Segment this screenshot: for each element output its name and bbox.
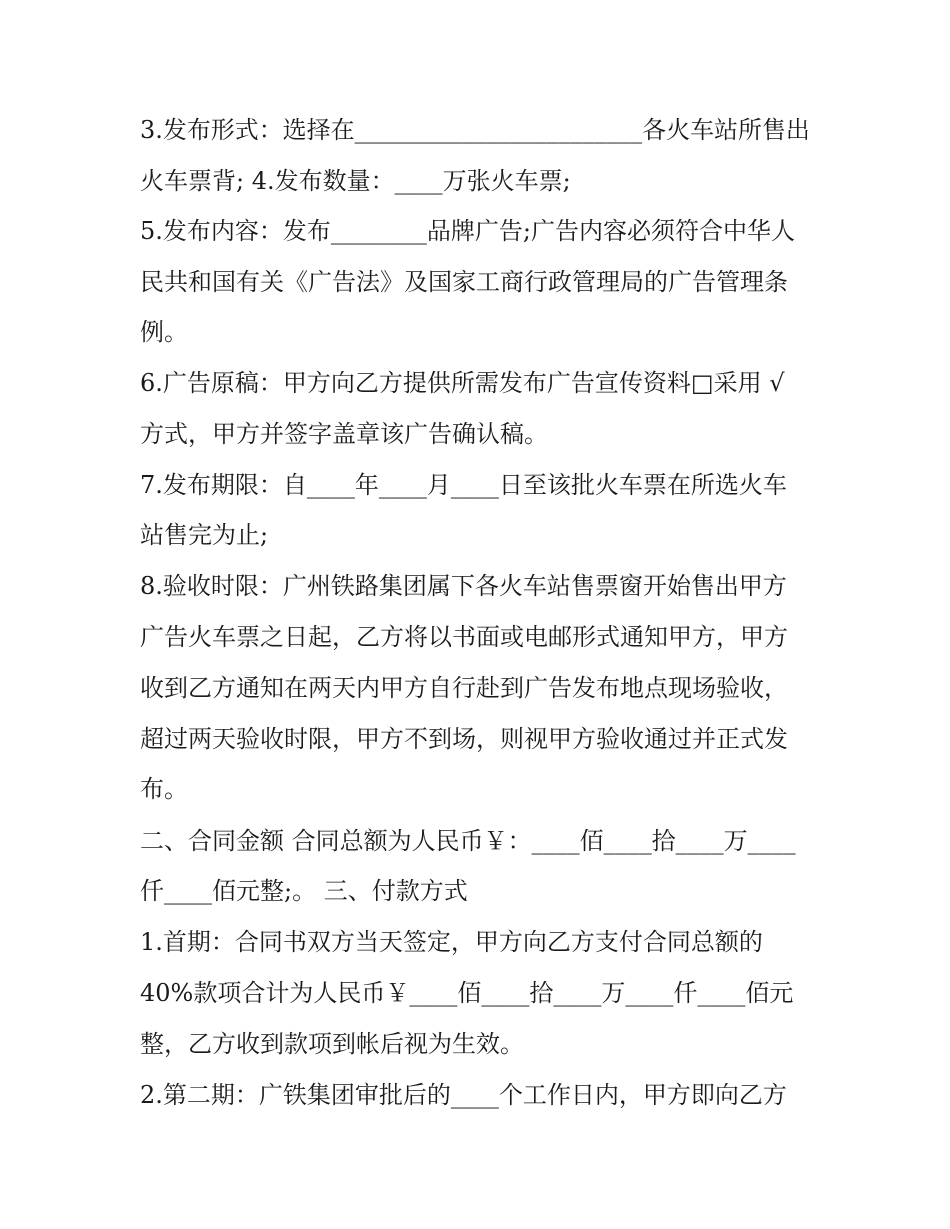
text-line: 民共和国有关《广告法》及国家工商行政管理局的广告管理条 <box>140 268 788 296</box>
text-line: 6.广告原稿：甲方向乙方提供所需发布广告宣传资料□采用 √ <box>140 369 785 397</box>
text-line: 火车票背; 4.发布数量：____万张火车票; <box>140 167 571 195</box>
text-line: 整，乙方收到款项到帐后视为生效。 <box>140 1030 524 1058</box>
text-line: 2.第二期：广铁集团审批后的____个工作日内，甲方即向乙方 <box>140 1081 787 1109</box>
text-line: 仟____佰元整;。 三、付款方式 <box>140 877 468 905</box>
text-line: 收到乙方通知在两天内甲方自行赴到广告发布地点现场验收， <box>140 674 788 702</box>
text-line: 40%款项合计为人民币￥____佰____拾____万____仟____佰元 <box>140 979 794 1007</box>
text-line: 站售完为止; <box>140 521 269 549</box>
text-line: 例。 <box>140 318 188 346</box>
text-line: 布。 <box>140 775 188 803</box>
text-line: 7.发布期限：自____年____月____日至该批火车票在所选火车 <box>140 471 787 499</box>
text-line: 8.验收时限：广州铁路集团属下各火车站售票窗开始售出甲方 <box>140 572 787 600</box>
text-line: 超过两天验收时限，甲方不到场，则视甲方验收通过并正式发 <box>140 725 788 753</box>
text-line: 方式，甲方并签字盖章该广告确认稿。 <box>140 420 548 448</box>
text-line: 1.首期：合同书双方当天签定，甲方向乙方支付合同总额的 <box>140 928 763 956</box>
text-line: 广告火车票之日起，乙方将以书面或电邮形式通知甲方，甲方 <box>140 623 788 651</box>
text-line: 二、合同金额 合同总额为人民币￥：____佰____拾____万____ <box>140 827 796 855</box>
text-line: 5.发布内容：发布________品牌广告;广告内容必须符合中华人 <box>140 217 795 245</box>
text-line: 3.发布形式：选择在________________________各火车站所售出 <box>140 116 810 144</box>
